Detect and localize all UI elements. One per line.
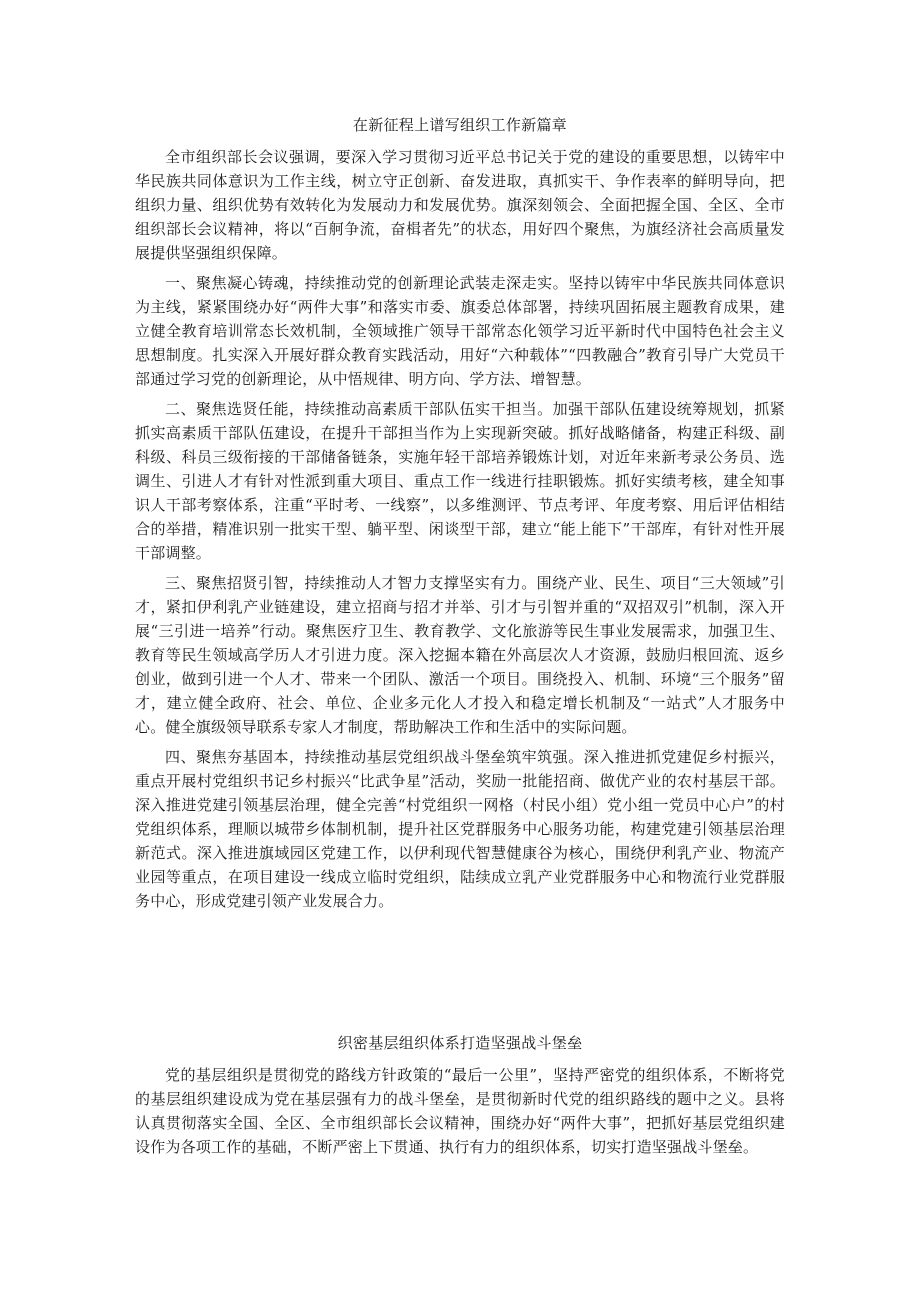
article-title: 在新征程上谱写组织工作新篇章: [352, 116, 568, 134]
intro-paragraph: 全市组织部长会议强调，要深入学习贯彻习近平总书记关于党的建设的重要思想，以铸牢中华民族共同体意识为工作主线，树立守正创新、奋发进取，真抓实干、争作表率的鲜明导向，把组织力量、组织优势有效转化为发展动力和发展优势。旗深刻领会、全面把握全国、全区、全市组织部长会议精神，将以“百舸争流，奋楫者先”的状态，用好四个聚焦，为旗经济社会高质量发展提供坚强组织保障。: [135, 148, 785, 262]
article-title: 织密基层组织体系打造坚强战斗堡垒: [337, 1034, 583, 1052]
point-one-paragraph: 一、聚焦凝心铸魂，持续推动党的创新理论武装走深走实。坚持以铸牢中华民族共同体意识为主线，紧紧围绕办好“两件大事”和落实市委、旗委总体部署，持续巩固拓展主题教育成果，建立健全教育培训常态长效机制，全领域推广领导干部常态化领学习近平新时代中国特色社会主义思想制度。扎实深入开展好群众教育实践活动，用好“六种载体”“四教融合”教育引导广大党员干部通过学习党的创新理论，从中悟规律、明方向、学方法、增智慧。: [135, 274, 785, 388]
article-section-organization-work: [135, 113, 785, 919]
point-four-paragraph: 四、聚焦夯基固本，持续推动基层党组织战斗堡垒筑牢筑强。深入推进抓党建促乡村振兴，重点开展村党组织书记乡村振兴“比武争星”活动，奖励一批能招商、做优产业的农村基层干部。深入推进党建引领基层治理，健全完善“村党组织一网格（村民小组）党小组一党员中心户”的村党组织体系，理顺以城带乡体制机制，提升社区党群服务中心服务功能，构建党建引领基层治理新范式。深入推进旗域园区党建工作，以伊利现代智慧健康谷为核心，围绕伊利乳产业、物流产业园等重点，在项目建设一线成立临时党组织，陆续成立乳产业党群服务中心和物流行业党群服务中心，形成党建引领产业发展合力。: [135, 748, 785, 910]
article-section-grassroots-organization: [135, 1031, 785, 1165]
point-three-paragraph: 三、聚焦招贤引智，持续推动人才智力支撑坚实有力。围绕产业、民生、项目“三大领域”引才，紧扣伊利乳产业链建设，建立招商与招才并举、引才与引智并重的“双招双引”机制，深入开展“三引进一培养”行动。聚焦医疗卫生、教育教学、文化旅游等民生事业发展需求，加强卫生、教育等民生领域高学历人才引进力度。深入挖掘本籍在外高层次人才资源，鼓励归根回流、返乡创业，做到引进一个人才、带来一个团队、激活一个项目。围绕投入、机制、环境“三个服务”留才，建立健全政府、社会、单位、企业多元化人才投入和稳定增长机制及“一站式”人才服务中心。健全旗级领导联系专家人才制度，帮助解决工作和生活中的实际问题。: [135, 574, 785, 736]
intro-paragraph: 党的基层组织是贯彻党的路线方针政策的“最后一公里”，坚持严密党的组织体系，不断将党的基层组织建设成为党在基层强有力的战斗堡垒，是贯彻新时代党的组织路线的题中之义。县将认真贯彻落实全国、全区、全市组织部长会议精神，围绕办好“两件大事”，把抓好基层党组织建设作为各项工作的基础，不断严密上下贯通、执行有力的组织体系，切实打造坚强战斗堡垒。: [135, 1066, 785, 1156]
point-two-paragraph: 二、聚焦选贤任能，持续推动高素质干部队伍实干担当。加强干部队伍建设统筹规划，抓紧抓实高素质干部队伍建设，在提升干部担当作为上实现新突破。抓好战略储备，构建正科级、副科级、科员三级衔接的干部储备链条，实施年轻干部培养锻炼计划，对近年来新考录公务员、选调生、引进人才有针对性派到重大项目、重点工作一线进行挂职锻炼。抓好实绩考核，建全知事识人干部考察体系，注重“平时考、一线察”，以多维测评、节点考评、年度考察、用后评估相结合的举措，精准识别一批实干型、躺平型、闲谈型干部，建立“能上能下”干部库，有针对性开展干部调整。: [135, 400, 785, 562]
